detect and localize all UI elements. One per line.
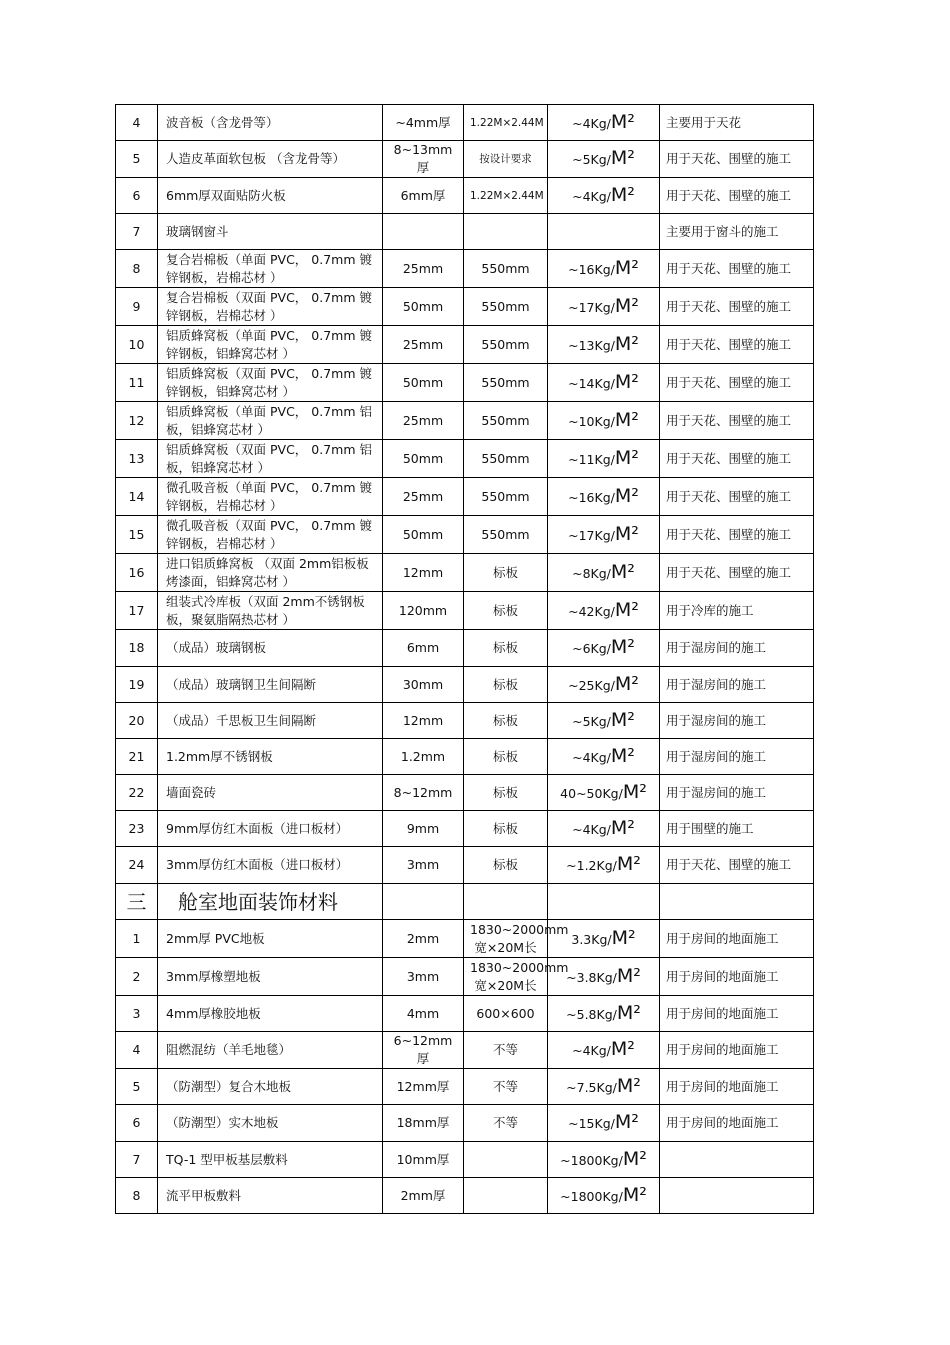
unit-suffix: M² (622, 780, 647, 803)
material-name: 阻燃混纺（羊毛地毯） (158, 1032, 383, 1069)
row-number: 12 (116, 402, 158, 440)
unit-suffix: M² (622, 1183, 647, 1206)
unit-weight (548, 739, 660, 775)
material-name: （成品）玻璃钢卫生间隔断 (158, 667, 383, 703)
weight-value: ~7.5Kg/ (566, 1079, 617, 1095)
table-row (116, 1032, 814, 1069)
unit-suffix: M² (614, 522, 639, 545)
unit-weight (548, 1105, 660, 1142)
weight-value: ~17Kg/ (568, 299, 615, 315)
row-number: 5 (116, 1069, 158, 1105)
weight-value: ~4Kg/ (572, 115, 611, 131)
thickness: 1.2mm (383, 739, 464, 775)
row-number: 6 (116, 178, 158, 214)
material-name: 进口铝质蜂窝板 （双面 2mm铝板板烤漆面，铝蜂窝芯材 ） (158, 554, 383, 592)
table-row (116, 178, 814, 214)
unit-weight (548, 630, 660, 667)
unit-suffix: M² (614, 332, 639, 355)
table-row (116, 250, 814, 288)
section-header-row (116, 884, 814, 920)
table-row (116, 105, 814, 141)
material-name: 玻璃钢窗斗 (158, 214, 383, 250)
empty-cell (548, 884, 660, 920)
table-row (116, 326, 814, 364)
material-name: 2mm厚 PVC地板 (158, 920, 383, 958)
thickness: 3mm (383, 847, 464, 884)
thickness: 18mm厚 (383, 1105, 464, 1142)
size-spec: 标板 (464, 554, 548, 592)
unit-weight (548, 440, 660, 478)
unit-weight (548, 592, 660, 630)
unit-suffix: M² (610, 110, 635, 133)
size-spec: 不等 (464, 1069, 548, 1105)
table-row (116, 554, 814, 592)
table-row (116, 630, 814, 667)
unit-suffix: M² (616, 1001, 641, 1024)
row-number: 4 (116, 1032, 158, 1069)
material-name: 微孔吸音板（单面 PVC， 0.7mm 镀锌钢板，岩棉芯材 ） (158, 478, 383, 516)
table-row (116, 141, 814, 178)
thickness: 50mm (383, 440, 464, 478)
row-number: 8 (116, 250, 158, 288)
unit-suffix: M² (614, 598, 639, 621)
weight-value: ~1800Kg/ (560, 1152, 623, 1168)
unit-suffix: M² (622, 1147, 647, 1170)
usage-note: 用于天花、围壁的施工 (660, 178, 814, 214)
thickness: 25mm (383, 250, 464, 288)
row-number: 23 (116, 811, 158, 847)
usage-note: 用于天花、围壁的施工 (660, 288, 814, 326)
weight-value: ~16Kg/ (568, 489, 615, 505)
thickness: ~4mm厚 (383, 105, 464, 141)
row-number: 8 (116, 1178, 158, 1214)
row-number: 20 (116, 703, 158, 739)
usage-note: 用于天花、围壁的施工 (660, 402, 814, 440)
row-number: 21 (116, 739, 158, 775)
unit-weight (548, 364, 660, 402)
table-row (116, 1178, 814, 1214)
unit-weight (548, 1142, 660, 1178)
row-number: 11 (116, 364, 158, 402)
unit-weight (548, 811, 660, 847)
material-name: 墙面瓷砖 (158, 775, 383, 811)
usage-note: 用于天花、围壁的施工 (660, 250, 814, 288)
thickness: 10mm厚 (383, 1142, 464, 1178)
size-spec (464, 1178, 548, 1214)
row-number: 7 (116, 1142, 158, 1178)
unit-suffix: M² (614, 408, 639, 431)
size-spec: 550mm (464, 516, 548, 554)
unit-weight (548, 847, 660, 884)
weight-value: ~10Kg/ (568, 413, 615, 429)
row-number: 24 (116, 847, 158, 884)
usage-note: 用于房间的地面施工 (660, 958, 814, 996)
unit-suffix: M² (610, 708, 635, 731)
table-row (116, 214, 814, 250)
thickness: 30mm (383, 667, 464, 703)
material-name: TQ-1 型甲板基层敷料 (158, 1142, 383, 1178)
weight-value: ~11Kg/ (568, 451, 615, 467)
thickness: 120mm (383, 592, 464, 630)
material-name: （防潮型）实木地板 (158, 1105, 383, 1142)
size-spec: 1830~2000mm宽×20M长 (464, 958, 548, 996)
usage-note: 用于天花、围壁的施工 (660, 478, 814, 516)
thickness: 8~12mm (383, 775, 464, 811)
unit-weight (548, 326, 660, 364)
row-number: 6 (116, 1105, 158, 1142)
size-spec: 标板 (464, 703, 548, 739)
thickness: 25mm (383, 478, 464, 516)
unit-suffix: M² (614, 484, 639, 507)
row-number: 17 (116, 592, 158, 630)
unit-weight (548, 775, 660, 811)
thickness: 9mm (383, 811, 464, 847)
usage-note (660, 1178, 814, 1214)
table-row (116, 847, 814, 884)
material-name: （成品）玻璃钢板 (158, 630, 383, 667)
unit-suffix: M² (610, 744, 635, 767)
material-name: 铝质蜂窝板（单面 PVC， 0.7mm 铝板，铝蜂窝芯材 ） (158, 402, 383, 440)
size-spec: 600×600 (464, 996, 548, 1032)
unit-suffix: M² (616, 1074, 641, 1097)
unit-weight (548, 1178, 660, 1214)
unit-suffix: M² (616, 853, 641, 875)
table-row (116, 402, 814, 440)
unit-suffix: M² (614, 446, 639, 469)
usage-note: 用于湿房间的施工 (660, 667, 814, 703)
empty-cell (383, 884, 464, 920)
unit-weight (548, 288, 660, 326)
unit-weight (548, 516, 660, 554)
size-spec (464, 214, 548, 250)
weight-value: ~4Kg/ (572, 188, 611, 204)
unit-suffix: M² (610, 636, 635, 658)
material-name: 4mm厚橡胶地板 (158, 996, 383, 1032)
weight-value: 40~50Kg/ (560, 785, 623, 801)
thickness: 6~12mm厚 (383, 1032, 464, 1069)
material-name: 9mm厚仿红木面板（进口板材） (158, 811, 383, 847)
thickness (383, 214, 464, 250)
material-name: （成品）千思板卫生间隔断 (158, 703, 383, 739)
unit-weight (548, 996, 660, 1032)
thickness: 12mm (383, 554, 464, 592)
weight-value: ~16Kg/ (568, 261, 615, 277)
unit-weight (548, 1069, 660, 1105)
size-spec: 标板 (464, 775, 548, 811)
unit-suffix: M² (611, 926, 636, 949)
size-spec: 标板 (464, 592, 548, 630)
material-name: 微孔吸音板（双面 PVC， 0.7mm 镀锌钢板，岩棉芯材 ） (158, 516, 383, 554)
thickness: 12mm (383, 703, 464, 739)
unit-weight (548, 178, 660, 214)
table-row (116, 667, 814, 703)
usage-note: 用于房间的地面施工 (660, 1069, 814, 1105)
table-row (116, 996, 814, 1032)
thickness: 12mm厚 (383, 1069, 464, 1105)
size-spec: 1.22M×2.44M (464, 178, 548, 214)
row-number: 4 (116, 105, 158, 141)
table-row (116, 364, 814, 402)
usage-note: 用于湿房间的施工 (660, 703, 814, 739)
materials-table (115, 104, 814, 1214)
row-number: 16 (116, 554, 158, 592)
size-spec: 标板 (464, 847, 548, 884)
size-spec: 标板 (464, 739, 548, 775)
weight-value: ~4Kg/ (572, 1043, 611, 1058)
unit-weight (548, 1032, 660, 1069)
material-name: 复合岩棉板（双面 PVC， 0.7mm 镀锌钢板，岩棉芯材 ） (158, 288, 383, 326)
material-name: 铝质蜂窝板（双面 PVC， 0.7mm 镀锌钢板，铝蜂窝芯材 ） (158, 364, 383, 402)
size-spec: 550mm (464, 326, 548, 364)
section-number: 三 (116, 884, 158, 920)
size-spec: 标板 (464, 667, 548, 703)
unit-weight (548, 250, 660, 288)
unit-weight (548, 478, 660, 516)
size-spec: 标板 (464, 630, 548, 667)
size-spec: 550mm (464, 288, 548, 326)
table-row (116, 288, 814, 326)
size-spec: 1830~2000mm宽×20M长 (464, 920, 548, 958)
empty-cell (464, 884, 548, 920)
thickness: 8~13mm厚 (383, 141, 464, 178)
usage-note: 用于房间的地面施工 (660, 920, 814, 958)
usage-note: 用于天花、围壁的施工 (660, 364, 814, 402)
usage-note: 用于天花、围壁的施工 (660, 847, 814, 884)
weight-value: ~14Kg/ (568, 375, 615, 391)
table-row (116, 516, 814, 554)
size-spec: 按设计要求 (464, 141, 548, 178)
weight-value: ~17Kg/ (568, 527, 615, 543)
unit-weight (548, 554, 660, 592)
unit-suffix: M² (614, 294, 639, 317)
thickness: 25mm (383, 326, 464, 364)
weight-value: ~25Kg/ (568, 677, 615, 693)
unit-weight (548, 141, 660, 178)
weight-value: ~1.2Kg/ (566, 858, 617, 873)
row-number: 5 (116, 141, 158, 178)
row-number: 10 (116, 326, 158, 364)
thickness: 6mm厚 (383, 178, 464, 214)
table-row (116, 811, 814, 847)
material-name: 人造皮革面软包板 （含龙骨等） (158, 141, 383, 178)
materials-table-body (116, 105, 814, 1214)
section-title: 舱室地面装饰材料 (158, 884, 383, 920)
usage-note: 用于湿房间的施工 (660, 630, 814, 667)
usage-note: 用于天花、围壁的施工 (660, 141, 814, 178)
material-name: 铝质蜂窝板（双面 PVC， 0.7mm 铝板，铝蜂窝芯材 ） (158, 440, 383, 478)
size-spec: 1.22M×2.44M (464, 105, 548, 141)
table-row (116, 1105, 814, 1142)
row-number: 9 (116, 288, 158, 326)
unit-suffix: M² (610, 816, 635, 839)
usage-note: 主要用于窗斗的施工 (660, 214, 814, 250)
unit-suffix: M² (614, 256, 639, 279)
thickness: 25mm (383, 402, 464, 440)
size-spec: 550mm (464, 250, 548, 288)
weight-value: ~13Kg/ (568, 337, 615, 353)
material-name: 波音板（含龙骨等） (158, 105, 383, 141)
size-spec: 标板 (464, 811, 548, 847)
usage-note: 用于天花、围壁的施工 (660, 326, 814, 364)
usage-note: 用于湿房间的施工 (660, 739, 814, 775)
material-name: 铝质蜂窝板（单面 PVC， 0.7mm 镀锌钢板，铝蜂窝芯材 ） (158, 326, 383, 364)
table-row (116, 920, 814, 958)
size-spec: 550mm (464, 478, 548, 516)
thickness: 2mm (383, 920, 464, 958)
material-name: 6mm厚双面贴防火板 (158, 178, 383, 214)
table-row (116, 739, 814, 775)
unit-weight (548, 402, 660, 440)
thickness: 3mm (383, 958, 464, 996)
unit-weight (548, 667, 660, 703)
material-name: 复合岩棉板（单面 PVC， 0.7mm 镀锌钢板，岩棉芯材 ） (158, 250, 383, 288)
table-row (116, 1069, 814, 1105)
usage-note: 用于房间的地面施工 (660, 996, 814, 1032)
size-spec: 550mm (464, 364, 548, 402)
table-row (116, 592, 814, 630)
row-number: 3 (116, 996, 158, 1032)
usage-note: 用于房间的地面施工 (660, 1032, 814, 1069)
row-number: 22 (116, 775, 158, 811)
size-spec: 550mm (464, 440, 548, 478)
table-row (116, 703, 814, 739)
row-number: 15 (116, 516, 158, 554)
unit-suffix: M² (610, 560, 635, 583)
unit-suffix: M² (614, 672, 639, 695)
unit-weight (548, 105, 660, 141)
unit-suffix: M² (614, 370, 639, 393)
usage-note: 用于天花、围壁的施工 (660, 554, 814, 592)
usage-note: 用于房间的地面施工 (660, 1105, 814, 1142)
thickness: 50mm (383, 288, 464, 326)
unit-suffix: M² (610, 147, 635, 169)
thickness: 2mm厚 (383, 1178, 464, 1214)
weight-value: ~8Kg/ (572, 565, 611, 581)
weight-value: ~3.8Kg/ (566, 969, 617, 985)
size-spec (464, 1142, 548, 1178)
weight-value: ~1800Kg/ (560, 1188, 623, 1204)
thickness: 6mm (383, 630, 464, 667)
material-name: 3mm厚仿红木面板（进口板材） (158, 847, 383, 884)
usage-note: 主要用于天花 (660, 105, 814, 141)
unit-weight (548, 214, 660, 250)
table-row (116, 1142, 814, 1178)
row-number: 13 (116, 440, 158, 478)
thickness: 50mm (383, 364, 464, 402)
thickness: 4mm (383, 996, 464, 1032)
size-spec: 不等 (464, 1032, 548, 1069)
material-name: 1.2mm厚不锈钢板 (158, 739, 383, 775)
weight-value: ~4Kg/ (572, 821, 611, 837)
material-name: 组装式冷库板（双面 2mm不锈钢板板，聚氨脂隔热芯材 ） (158, 592, 383, 630)
usage-note: 用于围壁的施工 (660, 811, 814, 847)
usage-note: 用于天花、围壁的施工 (660, 440, 814, 478)
unit-suffix: M² (610, 183, 635, 206)
weight-value: ~4Kg/ (572, 749, 611, 765)
size-spec: 不等 (464, 1105, 548, 1142)
unit-weight (548, 703, 660, 739)
weight-value: ~5.8Kg/ (566, 1006, 617, 1022)
usage-note: 用于湿房间的施工 (660, 775, 814, 811)
row-number: 7 (116, 214, 158, 250)
weight-value: ~15Kg/ (568, 1116, 615, 1131)
table-row (116, 478, 814, 516)
size-spec: 550mm (464, 402, 548, 440)
row-number: 1 (116, 920, 158, 958)
row-number: 18 (116, 630, 158, 667)
usage-note: 用于天花、围壁的施工 (660, 516, 814, 554)
weight-value: 3.3Kg/ (571, 931, 612, 947)
thickness: 50mm (383, 516, 464, 554)
table-row (116, 958, 814, 996)
unit-suffix: M² (610, 1038, 635, 1060)
material-name: （防潮型）复合木地板 (158, 1069, 383, 1105)
material-name: 3mm厚橡塑地板 (158, 958, 383, 996)
unit-suffix: M² (614, 1111, 639, 1133)
weight-value: ~5Kg/ (572, 713, 611, 729)
row-number: 14 (116, 478, 158, 516)
weight-value: ~5Kg/ (572, 152, 611, 167)
unit-suffix: M² (616, 964, 641, 987)
weight-value: ~6Kg/ (572, 641, 611, 656)
empty-cell (660, 884, 814, 920)
table-row (116, 440, 814, 478)
usage-note: 用于冷库的施工 (660, 592, 814, 630)
row-number: 19 (116, 667, 158, 703)
usage-note (660, 1142, 814, 1178)
weight-value: ~42Kg/ (568, 603, 615, 619)
table-row (116, 775, 814, 811)
row-number: 2 (116, 958, 158, 996)
material-name: 流平甲板敷料 (158, 1178, 383, 1214)
